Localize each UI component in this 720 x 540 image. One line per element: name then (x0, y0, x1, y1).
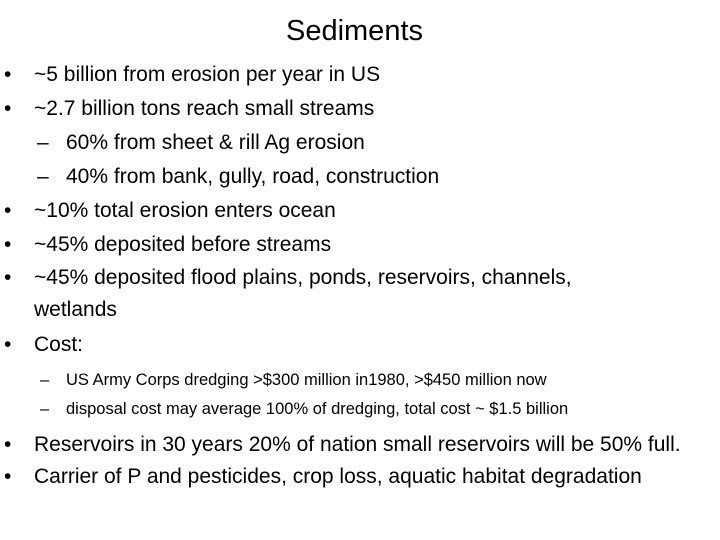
sub-list-item (0, 366, 720, 395)
list-item (0, 262, 720, 326)
sub-list-item (0, 160, 720, 194)
list-item (0, 461, 720, 493)
dash-marker: – (37, 131, 49, 154)
sub-list-item (0, 395, 720, 424)
list-item-text: ~2.7 billion tons reach small streams (34, 97, 375, 120)
bullet-list (0, 58, 720, 493)
dash-marker: – (40, 371, 50, 389)
list-item-text: Reservoirs in 30 years 20% of nation small reservoirs will be 50% full. (34, 433, 681, 456)
list-item-text: ~45% deposited before streams (34, 233, 332, 256)
list-item (0, 228, 720, 262)
sub-list-item (0, 126, 720, 160)
list-item-text: ~45% deposited flood plains, ponds, reservoirs, channels, wetlands (34, 266, 572, 321)
list-item (0, 194, 720, 228)
list-item (0, 92, 720, 126)
bullet-marker: • (4, 199, 12, 222)
bullet-marker: • (4, 333, 12, 356)
sub-list-item-text: 40% from bank, gully, road, construction (66, 165, 440, 188)
slide-title: Sediments (285, 15, 423, 47)
bullet-marker: • (4, 97, 12, 120)
list-item-text: ~10% total erosion enters ocean (34, 199, 336, 222)
bullet-marker: • (4, 465, 12, 488)
list-item (0, 328, 720, 362)
list-item-text: Carrier of P and pesticides, crop loss, aquatic habitat degradation (34, 465, 642, 488)
bullet-marker: • (4, 266, 12, 289)
bullet-marker: • (4, 233, 12, 256)
list-item (0, 429, 720, 461)
list-item (0, 58, 720, 92)
dash-marker: – (37, 165, 49, 188)
dash-marker: – (40, 400, 50, 418)
bullet-marker: • (4, 433, 12, 456)
sub-list-item-text: 60% from sheet & rill Ag erosion (66, 131, 365, 154)
bullet-marker: • (4, 63, 12, 86)
sub-list-item-text: US Army Corps dredging >$300 million in1980, >$450 million now (66, 371, 547, 389)
sub-list-item-text: disposal cost may average 100% of dredging, total cost ~ $1.5 billion (66, 400, 569, 418)
list-item-text: ~5 billion from erosion per year in US (34, 63, 381, 86)
list-item-text: Cost: (34, 333, 84, 356)
